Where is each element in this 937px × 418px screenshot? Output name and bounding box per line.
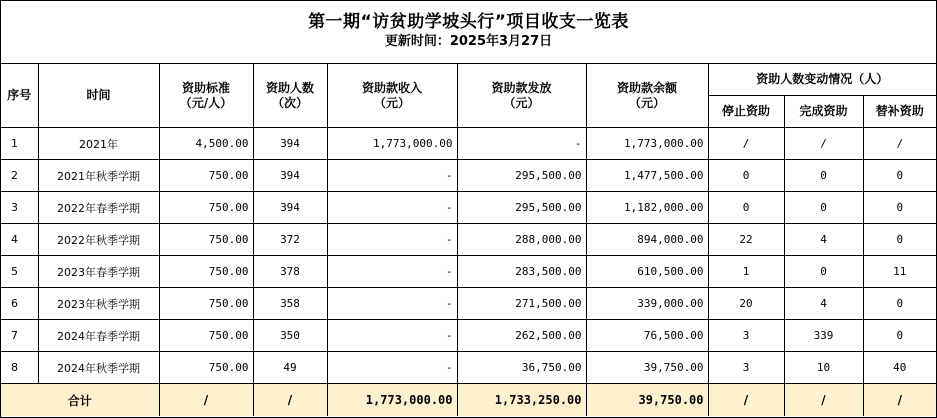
cell-time: 2021年秋季学期 (38, 160, 159, 192)
cell-balance: 76,500.00 (586, 320, 708, 352)
cell-index: 4 (1, 224, 38, 256)
total-standard: / (159, 384, 253, 417)
header-time: 时间 (38, 64, 159, 128)
cell-income: - (327, 160, 457, 192)
header-paid-line2: （元） (503, 95, 540, 110)
cell-stopped: 3 (708, 352, 784, 384)
cell-paid: 295,500.00 (457, 192, 586, 224)
cell-balance: 610,500.00 (586, 256, 708, 288)
header-balance (586, 64, 708, 128)
cell-count: 372 (253, 224, 327, 256)
cell-stopped: / (708, 128, 784, 160)
cell-standard: 750.00 (159, 256, 253, 288)
header-count-line1: 资助人数 (265, 80, 314, 95)
header-income-line1: 资助款收入 (361, 80, 422, 95)
cell-balance: 1,182,000.00 (586, 192, 708, 224)
cell-paid: 271,500.00 (457, 288, 586, 320)
cell-replaced: 0 (863, 224, 936, 256)
cell-balance: 39,750.00 (586, 352, 708, 384)
cell-standard: 750.00 (159, 320, 253, 352)
cell-time: 2022年秋季学期 (38, 224, 159, 256)
cell-time: 2021年 (38, 128, 159, 160)
cell-replaced: 11 (863, 256, 936, 288)
cell-index: 7 (1, 320, 38, 352)
header-balance-line1: 资助款余额 (616, 80, 677, 95)
cell-index: 1 (1, 128, 38, 160)
total-count: / (253, 384, 327, 417)
cell-stopped: 0 (708, 192, 784, 224)
header-change-group: 资助人数变动情况（人） (708, 64, 936, 96)
total-stopped: / (708, 384, 784, 417)
cell-completed: 0 (784, 192, 863, 224)
cell-count: 394 (253, 160, 327, 192)
header-count-line2: （次） (271, 95, 308, 110)
cell-replaced: 0 (863, 192, 936, 224)
total-row (1, 384, 936, 417)
cell-balance: 1,773,000.00 (586, 128, 708, 160)
total-income: 1,773,000.00 (327, 384, 457, 417)
cell-index: 3 (1, 192, 38, 224)
cell-stopped: 3 (708, 320, 784, 352)
table-row (1, 352, 936, 384)
header-income (327, 64, 457, 128)
header-replaced: 替补资助 (863, 96, 936, 128)
cell-time: 2022年春季学期 (38, 192, 159, 224)
cell-standard: 4,500.00 (159, 128, 253, 160)
cell-completed: 0 (784, 256, 863, 288)
total-completed: / (784, 384, 863, 417)
cell-completed: 339 (784, 320, 863, 352)
header-index: 序号 (1, 64, 38, 128)
cell-income: - (327, 192, 457, 224)
header-standard (159, 64, 253, 128)
cell-replaced: / (863, 128, 936, 160)
cell-standard: 750.00 (159, 224, 253, 256)
cell-index: 2 (1, 160, 38, 192)
cell-completed: 0 (784, 160, 863, 192)
table-row (1, 224, 936, 256)
header-standard-line2: （元/人） (179, 95, 233, 110)
cell-standard: 750.00 (159, 160, 253, 192)
cell-income: 1,773,000.00 (327, 128, 457, 160)
cell-time: 2024年春季学期 (38, 320, 159, 352)
cell-index: 8 (1, 352, 38, 384)
total-replaced: / (863, 384, 936, 417)
cell-completed: 4 (784, 288, 863, 320)
cell-time: 2023年春季学期 (38, 256, 159, 288)
total-paid: 1,733,250.00 (457, 384, 586, 417)
cell-stopped: 22 (708, 224, 784, 256)
title-area (1, 1, 936, 64)
table-row (1, 160, 936, 192)
cell-replaced: 0 (863, 320, 936, 352)
total-label: 合计 (1, 384, 159, 417)
cell-stopped: 1 (708, 256, 784, 288)
cell-time: 2023年秋季学期 (38, 288, 159, 320)
cell-income: - (327, 352, 457, 384)
table-row (1, 320, 936, 352)
cell-balance: 1,477,500.00 (586, 160, 708, 192)
header-income-line2: （元） (373, 95, 410, 110)
cell-completed: / (784, 128, 863, 160)
cell-standard: 750.00 (159, 352, 253, 384)
cell-balance: 339,000.00 (586, 288, 708, 320)
cell-paid: 288,000.00 (457, 224, 586, 256)
total-balance: 39,750.00 (586, 384, 708, 417)
cell-replaced: 0 (863, 288, 936, 320)
summary-table (1, 64, 936, 416)
cell-paid: 262,500.00 (457, 320, 586, 352)
header-count (253, 64, 327, 128)
cell-completed: 10 (784, 352, 863, 384)
cell-stopped: 0 (708, 160, 784, 192)
cell-paid: 36,750.00 (457, 352, 586, 384)
cell-income: - (327, 224, 457, 256)
table-row (1, 288, 936, 320)
cell-index: 5 (1, 256, 38, 288)
cell-income: - (327, 320, 457, 352)
cell-completed: 4 (784, 224, 863, 256)
header-stopped: 停止资助 (708, 96, 784, 128)
table-row (1, 256, 936, 288)
cell-count: 394 (253, 192, 327, 224)
header-paid-line1: 资助款发放 (491, 80, 552, 95)
cell-count: 378 (253, 256, 327, 288)
header-completed: 完成资助 (784, 96, 863, 128)
update-time: 更新时间：2025年3月27日 (384, 34, 553, 49)
header-balance-line2: （元） (628, 95, 665, 110)
header-standard-line1: 资助标准 (181, 80, 230, 95)
cell-balance: 894,000.00 (586, 224, 708, 256)
cell-count: 350 (253, 320, 327, 352)
cell-stopped: 20 (708, 288, 784, 320)
cell-paid: - (457, 128, 586, 160)
cell-time: 2024年秋季学期 (38, 352, 159, 384)
cell-income: - (327, 288, 457, 320)
cell-paid: 283,500.00 (457, 256, 586, 288)
cell-replaced: 40 (863, 352, 936, 384)
cell-standard: 750.00 (159, 192, 253, 224)
cell-income: - (327, 256, 457, 288)
table-row (1, 128, 936, 160)
cell-count: 49 (253, 352, 327, 384)
header-paid (457, 64, 586, 128)
table-row (1, 192, 936, 224)
cell-standard: 750.00 (159, 288, 253, 320)
cell-count: 358 (253, 288, 327, 320)
cell-replaced: 0 (863, 160, 936, 192)
cell-index: 6 (1, 288, 38, 320)
cell-paid: 295,500.00 (457, 160, 586, 192)
table-title: 第一期“访贫助学坡头行”项目收支一览表 (308, 12, 629, 32)
cell-count: 394 (253, 128, 327, 160)
